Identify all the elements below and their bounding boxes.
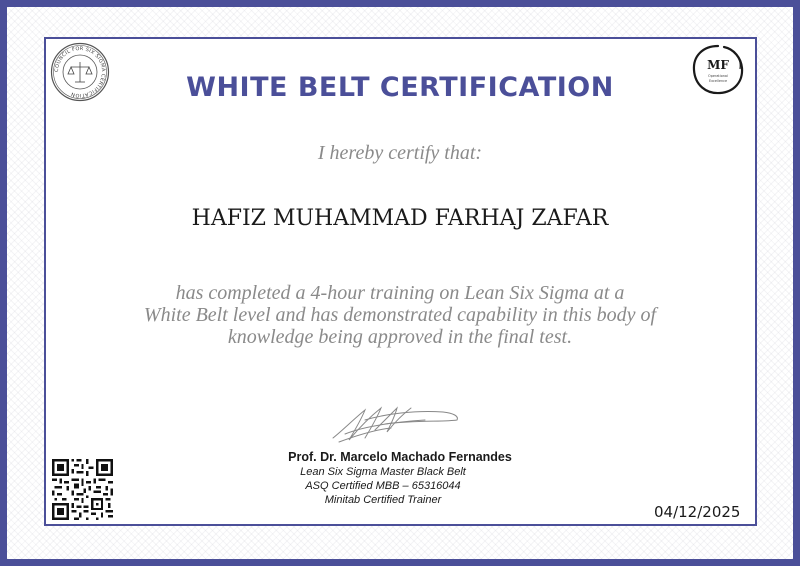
signer-name: Prof. Dr. Marcelo Machado Fernandes (288, 450, 512, 464)
intro-text: I hereby certify that: (317, 142, 483, 164)
certificate-title: WHITE BELT CERTIFICATION (186, 72, 614, 103)
handwritten-signature (325, 400, 465, 445)
completion-statement (140, 282, 660, 348)
logo-tagline-1: Operational (708, 74, 728, 78)
signer-credential-2: ASQ Certified MBB – 65316044 (305, 480, 461, 492)
issue-date: 04/12/2025 (654, 503, 741, 521)
statement-line-1: has completed a 4-hour training on Lean Six Sigma at a (175, 282, 625, 304)
seal-ring-text: COUNCIL FOR SIX SIGMA CERTIFICATION (53, 45, 107, 99)
statement-line-2: White Belt level and has demonstrated capability in this body of (143, 304, 657, 326)
statement-line-3: knowledge being approved in the final test. (227, 326, 573, 348)
signer-credential-3: Minitab Certified Trainer (324, 494, 442, 506)
signer-credential-1: Lean Six Sigma Master Black Belt (300, 466, 466, 478)
recipient-name: HAFIZ MUHAMMAD FARHAJ ZAFAR (191, 206, 609, 231)
logo-tagline-2: Excellence (708, 79, 728, 83)
qr-code-icon[interactable] (52, 459, 113, 520)
logo-initials: MF (707, 58, 729, 72)
